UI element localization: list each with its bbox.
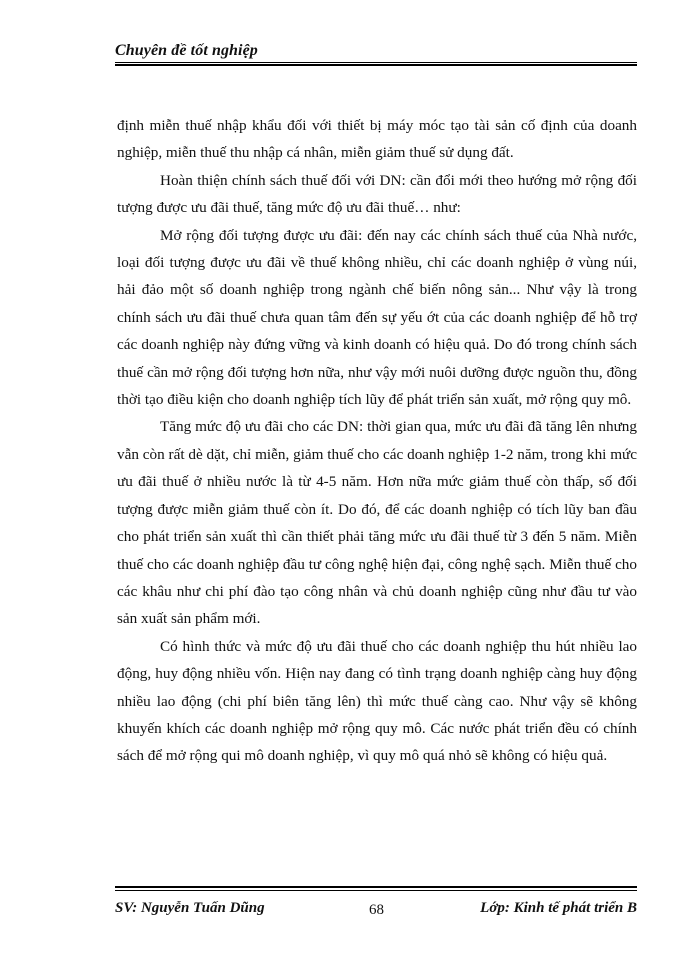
footer-rule-thick [115,886,637,888]
page-footer [115,886,637,926]
header-title: Chuyên đề tốt nghiệp [115,42,258,59]
paragraph-labor-incentives: Có hình thức và mức độ ưu đãi thuế cho các doanh nghiệp thu hút nhiều lao động, huy động nhiều vốn. Hiện nay đang có tình trạng doanh nghiệp càng huy động nhiều lao động (chi phí biên tăng lên) thì mức thuế càng cao. Như vậy sẽ không khuyến khích các doanh nghiệp mở rộng quy mô. Các nước phát triển đều có chính sách để mở rộng qui mô doanh nghiệp, vì quy mô quá nhỏ sẽ không có hiệu quả. [117,637,637,765]
footer-class: Lớp: Kinh tế phát triển B [480,900,637,916]
header-rule-thick [115,64,637,66]
paragraph-expand-beneficiaries: Mở rộng đối tượng được ưu đãi: đến nay các chính sách thuế của Nhà nước, loại đối tượng được ưu đãi về thuế không nhiều, chỉ các doanh nghiệp ở vùng núi, hải đảo một số doanh nghiệp trong ngành chế biến nông sản... Như vậy là trong chính sách ưu đãi thuế chưa quan tâm đến sự yếu ớt của các doanh nghiệp để hỗ trợ các doanh nghiệp này đứng vững và kinh doanh có hiệu quả. Do đó trong chính sách thuế cần mở rộng đối tượng hơn nữa, như vậy mới nuôi dưỡng được nguồn thu, đồng thời tạo điều kiện cho doanh nghiệp tích lũy để phát triển sản xuất, mở rộng quy mô. [117,226,637,409]
page-header [115,40,637,66]
body-text [117,112,637,770]
paragraph-increase-incentives: Tăng mức độ ưu đãi cho các DN: thời gian qua, mức ưu đãi đã tăng lên nhưng vẫn còn rất dè dặt, chỉ miễn, giảm thuế cho các doanh nghiệp 1-2 năm, trong khi mức ưu đãi thuế ở nhiều nước là từ 4-5 năm. Hơn nữa mức giảm thuế còn thấp, số đối tượng được miễn giảm thuế còn ít. Do đó, để các doanh nghiệp có tích lũy ban đầu cho phát triển sản xuất thì cần thiết phải tăng mức ưu đãi thuế từ 3 đến 5 năm. Miễn thuế cho các doanh nghiệp đầu tư công nghệ hiện đại, công nghệ sạch. Miễn thuế cho các khâu như chi phí đào tạo công nhân và chủ doanh nghiệp cũng như đầu tư vào sản xuất sản phẩm mới. [117,418,637,628]
footer-rule [115,890,637,891]
paragraph-tax-policy: Hoàn thiện chính sách thuế đối với DN: cần đổi mới theo hướng mở rộng đối tượng được ưu đãi thuế, tăng mức độ ưu đãi thuế… như: [117,171,637,217]
page-number: 68 [369,902,384,918]
header-rule [115,62,637,63]
paragraph-continuation: định miễn thuế nhập khẩu đối với thiết bị máy móc tạo tài sản cố định của doanh nghiệp, miễn thuế thu nhập cá nhân, miễn giảm thuế sử dụng đất. [117,117,637,162]
footer-student: SV: Nguyễn Tuấn Dũng [115,900,265,916]
